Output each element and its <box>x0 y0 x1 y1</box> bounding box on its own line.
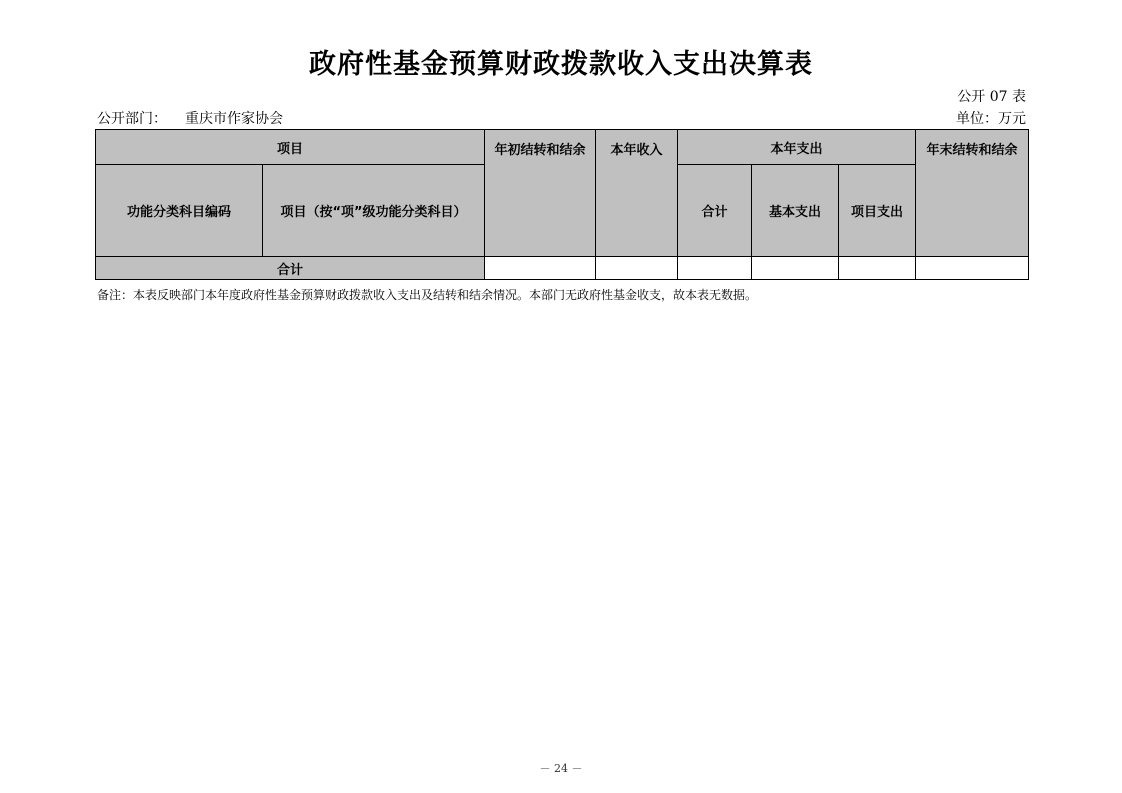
table-note: 备注：本表反映部门本年度政府性基金预算财政拨款收入支出及结转和结余情况。本部门无政府性基金收支，故本表无数据。 <box>97 288 758 302</box>
header-begin-balance: 年初结转和结余 <box>485 130 596 257</box>
page-number: － 24 － <box>539 762 583 775</box>
total-project <box>839 257 916 280</box>
total-begin-balance <box>485 257 596 280</box>
header-item: 项目 <box>96 130 485 165</box>
header-code: 功能分类科目编码 <box>96 165 263 257</box>
department-line <box>97 108 283 128</box>
header-row-1 <box>96 130 1029 165</box>
document-title: 政府性基金预算财政拨款收入支出决算表 <box>309 49 813 80</box>
unit-label: 单位：万元 <box>956 111 1026 127</box>
total-row-label: 合计 <box>96 257 485 280</box>
total-income <box>596 257 678 280</box>
department-value: 重庆市作家协会 <box>185 111 283 127</box>
header-project: 项目支出 <box>839 165 916 257</box>
header-item-name: 项目（按“项”级功能分类科目） <box>263 165 485 257</box>
total-row <box>96 257 1029 280</box>
header-basic: 基本支出 <box>752 165 839 257</box>
total-expenditure <box>678 257 752 280</box>
total-end-balance <box>916 257 1029 280</box>
department-label: 公开部门： <box>97 111 167 127</box>
header-income: 本年收入 <box>596 130 678 257</box>
header-end-balance: 年末结转和结余 <box>916 130 1029 257</box>
header-total: 合计 <box>678 165 752 257</box>
budget-table <box>95 129 1029 280</box>
form-number: 公开 07 表 <box>957 89 1026 105</box>
total-basic <box>752 257 839 280</box>
header-expenditure: 本年支出 <box>678 130 916 165</box>
